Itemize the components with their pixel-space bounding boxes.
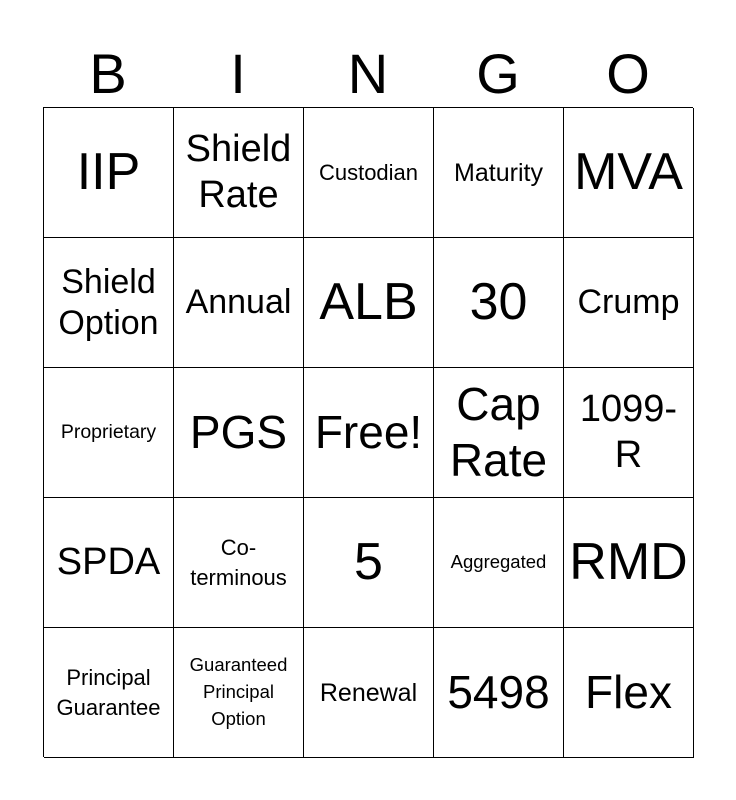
header-letter-n: N: [347, 42, 389, 105]
bingo-cell[interactable]: Shield Rate: [174, 108, 304, 238]
bingo-cell[interactable]: Principal Guarantee: [44, 628, 174, 758]
bingo-cell[interactable]: Cap Rate: [434, 368, 564, 498]
bingo-cell[interactable]: Annual: [174, 238, 304, 368]
free-space[interactable]: Free!: [304, 368, 434, 498]
bingo-header: [43, 40, 693, 108]
bingo-cell[interactable]: Flex: [564, 628, 694, 758]
bingo-cell[interactable]: Guaranteed Principal Option: [174, 628, 304, 758]
bingo-board: [43, 107, 693, 757]
bingo-cell[interactable]: PGS: [174, 368, 304, 498]
bingo-cell[interactable]: ALB: [304, 238, 434, 368]
bingo-cell[interactable]: 5: [304, 498, 434, 628]
bingo-cell[interactable]: Renewal: [304, 628, 434, 758]
bingo-cell[interactable]: Crump: [564, 238, 694, 368]
header-letter-b: B: [89, 42, 127, 105]
bingo-cell[interactable]: Shield Option: [44, 238, 174, 368]
bingo-cell[interactable]: Co- terminous: [174, 498, 304, 628]
bingo-cell[interactable]: IIP: [44, 108, 174, 238]
bingo-cell[interactable]: Custodian: [304, 108, 434, 238]
bingo-cell[interactable]: 1099- R: [564, 368, 694, 498]
header-letter-i: I: [230, 42, 246, 105]
bingo-cell[interactable]: 30: [434, 238, 564, 368]
bingo-cell[interactable]: Aggregated: [434, 498, 564, 628]
bingo-cell[interactable]: Proprietary: [44, 368, 174, 498]
bingo-cell[interactable]: 5498: [434, 628, 564, 758]
bingo-cell[interactable]: SPDA: [44, 498, 174, 628]
header-letter-o: O: [606, 42, 650, 105]
header-letter-g: G: [476, 42, 520, 105]
bingo-cell[interactable]: RMD: [564, 498, 694, 628]
bingo-cell[interactable]: Maturity: [434, 108, 564, 238]
bingo-cell[interactable]: MVA: [564, 108, 694, 238]
